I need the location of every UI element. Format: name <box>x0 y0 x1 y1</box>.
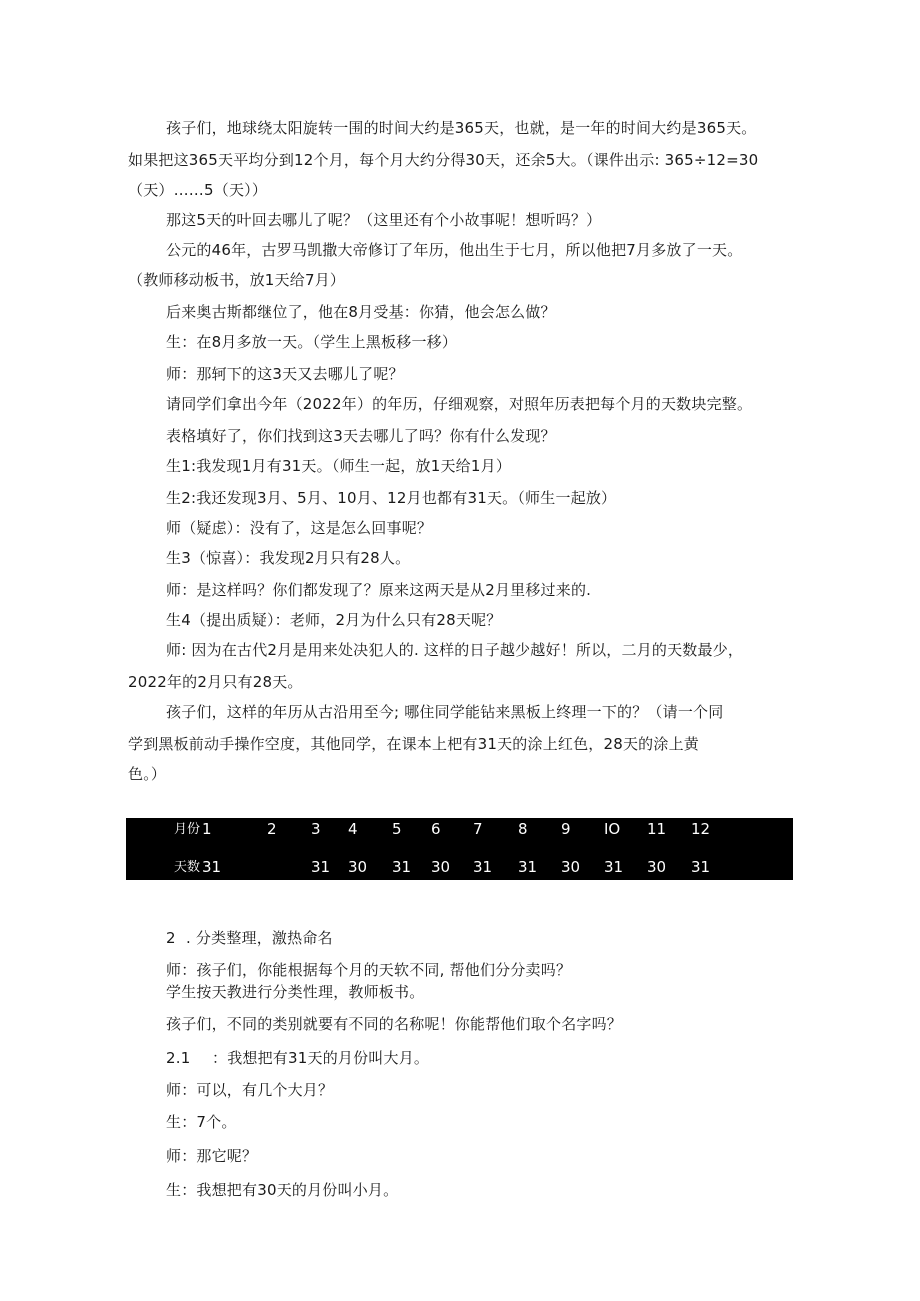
paragraph-line: 生4（提出质疑）：老师，2月为什么只有28天呢？ <box>166 611 502 629</box>
paragraph-line: 后来奥古斯都继位了，他在8月受基：你猜，他会怎么做？ <box>166 303 556 321</box>
paragraph-line: 师：那它呢？ <box>166 1147 258 1165</box>
paragraph-line: 公元的46年，古罗马凯撒大帝修订了年历，他出生于七月，所以他把7月多放了一天。 <box>166 241 743 259</box>
paragraph-line: 师：那轲下的这3天又去哪儿了呢？ <box>166 365 404 383</box>
table-cell-month: 2 <box>267 820 277 838</box>
table-cell-month: 6 <box>431 820 441 838</box>
table-cell-month: 7 <box>473 820 483 838</box>
paragraph-line: 孩子们，这样的年历从古沿用至今; 哪住同学能钻来黑板上终理一下的？（请一个同 <box>166 703 724 721</box>
section-number: 2 <box>166 929 176 947</box>
paragraph-line: 表格填好了，你们找到这3天去哪儿了吗？你有什么发现？ <box>166 427 556 445</box>
table-cell-month: 1 <box>202 820 212 838</box>
table-cell-days: 30 <box>431 858 451 876</box>
paragraph-line: 2022年的2月只有28天。 <box>128 673 303 691</box>
paragraph-line: 孩子们，地球绕太阳旋转一围的时间大约是365天，也就，是一年的时间大约是365天。 <box>166 119 757 137</box>
table-cell-month: 4 <box>348 820 358 838</box>
table-cell-days: 30 <box>561 858 581 876</box>
paragraph-line: 师：孩子们，你能根据每个月的天软不同, 帮他们分分卖吗？ <box>166 961 572 979</box>
paragraph-line: ：我想把有31天的月份叫大月。 <box>212 1049 430 1067</box>
paragraph-line: 色。） <box>128 765 167 783</box>
table-cell-days: 31 <box>311 858 331 876</box>
table-cell-month: 9 <box>561 820 571 838</box>
table-cell-month: 5 <box>392 820 402 838</box>
paragraph-line: 生：7个。 <box>166 1113 237 1131</box>
section-heading: . 分类整理，激热命名 <box>186 929 333 947</box>
paragraph-line: 生1:我发现1月有31天。（师生一起，放1天给1月） <box>166 457 512 475</box>
paragraph-line: 学到黑板前动手操作空度，其他同学，在课本上杷有31天的涂上红色，28天的涂上黄 <box>128 735 699 753</box>
paragraph-line: 学生按天教进行分类性理，教师板书。 <box>166 983 425 1001</box>
table-cell-days: 31 <box>473 858 493 876</box>
paragraph-line: （教师移动板书，放1天给7月） <box>128 271 346 289</box>
table-cell-days: 31 <box>604 858 624 876</box>
table-row-label-days: 天数 <box>174 860 201 875</box>
table-cell-days: 31 <box>202 858 222 876</box>
table-cell-month: 11 <box>647 820 667 838</box>
paragraph-line: 如果把这365天平均分到12个月，每个月大约分得30天，还余5大。（课件出示: 365÷12=30 <box>128 151 759 169</box>
paragraph-line: 生3（惊喜）：我发现2月只有28人。 <box>166 549 411 567</box>
list-number: 2.1 <box>166 1049 191 1067</box>
table-cell-month: IO <box>604 820 621 838</box>
paragraph-line: 师：是这样吗？你们都发现了？原来这两天是从2月里移过来的. <box>166 581 592 599</box>
table-cell-days: 31 <box>518 858 538 876</box>
table-cell-days: 31 <box>392 858 412 876</box>
paragraph-line: 生2:我还发现3月、5月、10月、12月也都有31天。（师生一起放） <box>166 489 617 507</box>
table-cell-days: 31 <box>691 858 711 876</box>
table-cell-month: 8 <box>518 820 528 838</box>
paragraph-line: 师（疑虑）：没有了，这是怎么回事呢？ <box>166 519 433 537</box>
paragraph-line: 生：我想把有30天的月份叫小月。 <box>166 1181 399 1199</box>
table-cell-month: 12 <box>691 820 711 838</box>
paragraph-line: 师：可以，有几个大月？ <box>166 1081 334 1099</box>
table-cell-days: 30 <box>348 858 368 876</box>
paragraph-line: 孩子们，不同的类别就要有不同的名称呢！你能帮他们取个名字吗？ <box>166 1015 623 1033</box>
table-cell-month: 3 <box>311 820 321 838</box>
paragraph-line: 请同学们拿出今年（2022年）的年历，仔细观察，对照年历表把每个月的天数块完整。 <box>166 395 753 413</box>
paragraph-line: 生：在8月多放一天。（学生上黑板移一移） <box>166 333 458 351</box>
months-days-table <box>126 818 793 880</box>
paragraph-line: 那这5天的叶回去哪儿了呢？（这里还有个小故事呢！想听吗？） <box>166 211 602 229</box>
table-cell-days: 30 <box>647 858 667 876</box>
paragraph-line: （天）……5（天）） <box>128 181 268 199</box>
table-row-label-month: 月份 <box>174 822 201 837</box>
paragraph-line: 师: 因为在古代2月是用来处决犯人的. 这样的日子越少越好！所以，二月的天数最少， <box>166 641 744 659</box>
